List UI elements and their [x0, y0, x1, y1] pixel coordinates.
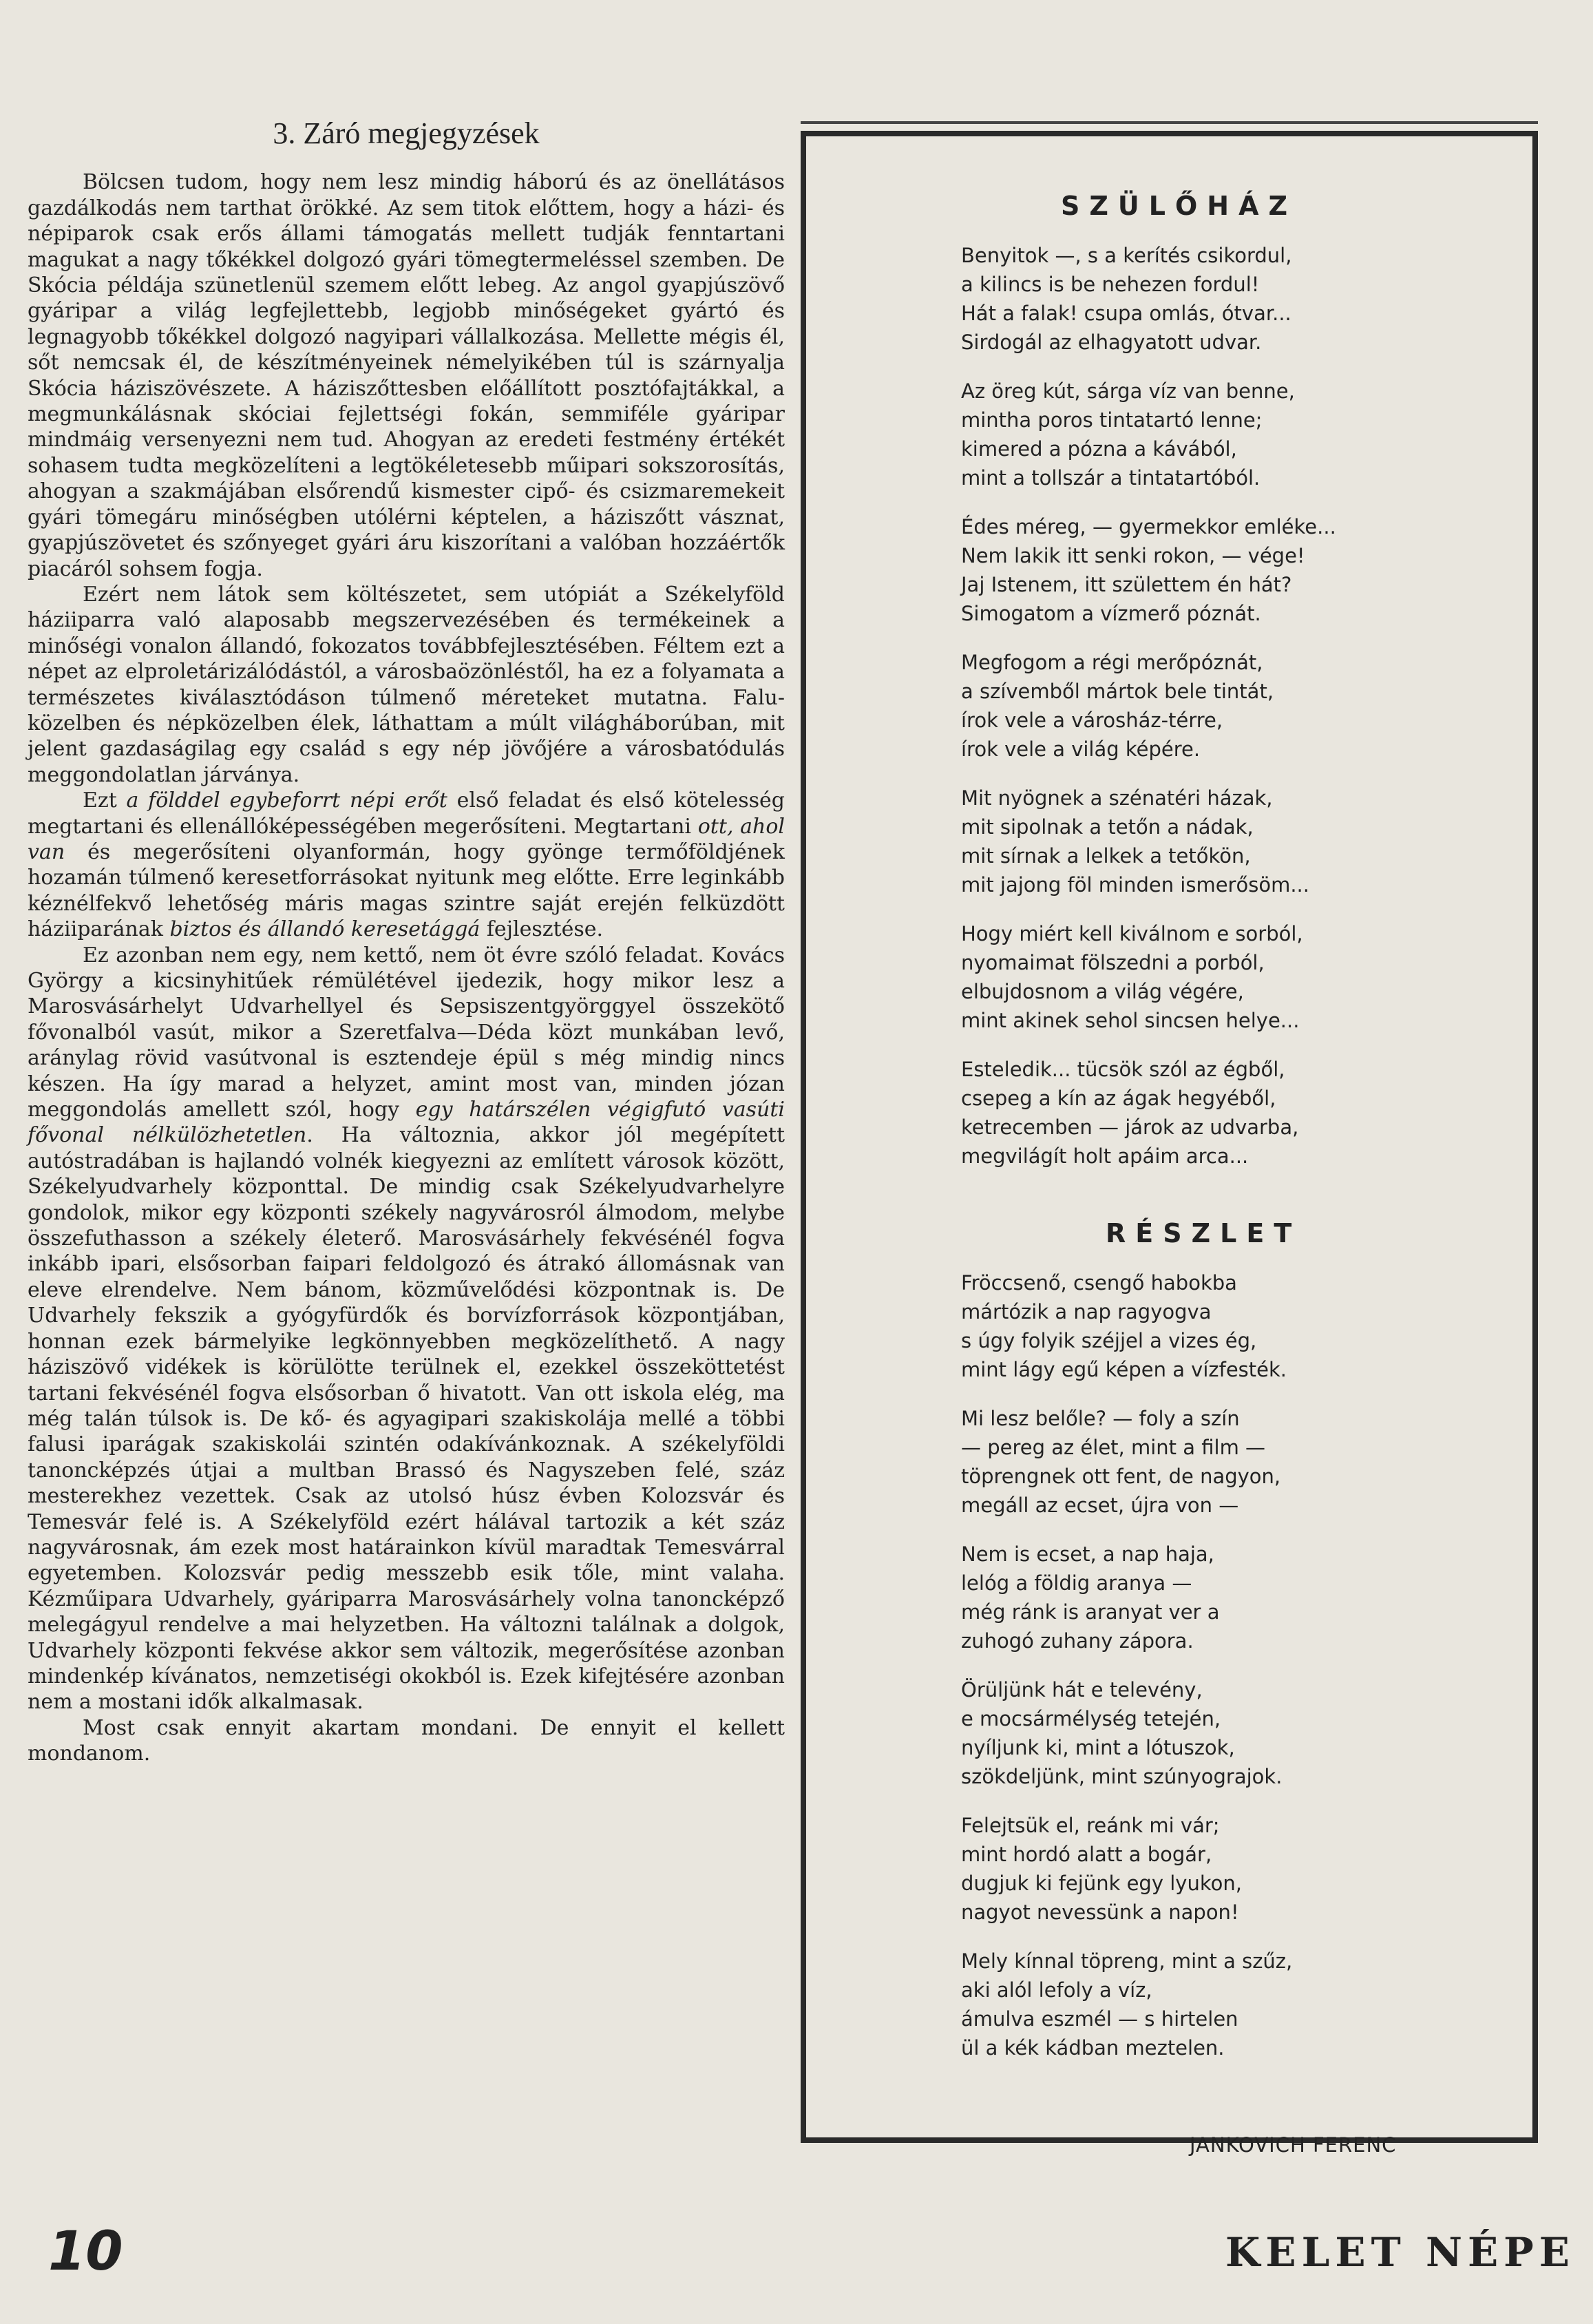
- poem-line: Felejtsük el, reánk mi vár;: [961, 1814, 1220, 1837]
- poem-content: [961, 191, 1526, 2082]
- poem-stanza: [961, 512, 1526, 628]
- poem-line: nyíljunk ki, mint a lótuszok,: [961, 1736, 1235, 1759]
- poem-line: mint lágy egű képen a vízfesték.: [961, 1358, 1287, 1381]
- poem-stanza: [961, 1947, 1526, 2062]
- poem-line: megvilágít holt apáim arca...: [961, 1144, 1249, 1168]
- article-heading: 3. Záró megjegyzések: [273, 116, 540, 150]
- poem-line: mint akinek sehol sincsen helye...: [961, 1009, 1300, 1032]
- poem-stanza: [961, 1055, 1526, 1171]
- poem-line: Jaj Istenem, itt születtem én hát?: [961, 573, 1292, 596]
- magazine-name: KELET NÉPE: [1225, 2229, 1576, 2276]
- text-run: és megerősíteni olyanformán, hogy gyönge termőföldjének hozamán túlmenő keresetforrásokat nyitunk meg előtte. Erre leginkább kéznélfekvő lehetőség máris magas szintre saját erején felküzdött háziiparának: [28, 839, 785, 942]
- poem-title: RÉSZLET: [1106, 1218, 1302, 1248]
- poem-line: Nem is ecset, a nap haja,: [961, 1542, 1214, 1566]
- poem-line: Hát a falak! csupa omlás, ótvar...: [961, 302, 1291, 325]
- poem-line: Simogatom a vízmerő póznát.: [961, 602, 1261, 625]
- article-paragraph: Ezért nem látok sem költészetet, sem utópiát a Székelyföld háziiparra való alaposabb megszervezésében és termékeinek a minőségi vonalon állandó, fokozatos továbbfejlesztésében. Féltem ezt a népet az elproletárizálódástól, a városbaözönléstől, ha ez a folyamata a természetes kiválasztódáson túlmenő méreteket mutatna. Falu-közelben és népközelben élek, láthattam a múlt világháborúban, mit jelent gazdaságilag egy család s egy nép jövőjére a városbatódulás meggondolatlan járványa.: [28, 582, 785, 787]
- poem-line: mint hordó alatt a bogár,: [961, 1843, 1212, 1866]
- poem-line: szökdeljünk, mint szúnyograjok.: [961, 1765, 1283, 1788]
- poem-stanza: [961, 1811, 1526, 1927]
- poem-line: ketrecemben — járok az udvarba,: [961, 1116, 1299, 1139]
- poem-line: Hogy miért kell kiválnom e sorból,: [961, 922, 1303, 945]
- page-number: 10: [48, 2221, 123, 2283]
- poem-line: mit jajong föl minden ismerősöm...: [961, 873, 1309, 897]
- poem-stanza: [961, 648, 1526, 764]
- poem-line: Az öreg kút, sárga víz van benne,: [961, 379, 1295, 403]
- poem-line: dugjuk ki fejünk egy lyukon,: [961, 1872, 1242, 1895]
- poem-stanzas: [961, 241, 1526, 1171]
- poem-title: SZÜLŐHÁZ: [1061, 191, 1298, 221]
- poem-line: mintha poros tintatartó lenne;: [961, 408, 1263, 432]
- poem-stanzas: [961, 1268, 1526, 2062]
- poem-line: zuhogó zuhany zápora.: [961, 1629, 1194, 1653]
- poem-box: [801, 131, 1538, 2157]
- poem-stanza: [961, 1675, 1526, 1791]
- emphasis-text: biztos és állandó keresetággá: [169, 917, 481, 942]
- text-run: . Ha változnia, akkor jól megépített autóstradában is hajlandó volnék kiegyezni az említett városok között, Székelyudvarhely központtal. De mindig csak Székelyudvarhelyre gondolok, mikor egy központi székely nagyvárosról álmodom, melybe összefuthasson a székely életerő. Marosvásárhely fekvésénél fogva inkább ipari, elsősorban faipari feldolgozó és átrakó állomásnak van eleve elrendelve. Nem bánom, közművelődési központnak is. De Udvarhely fekszik a gyógyfürdők és borvízforrások központjában, honnan ezek bármelyike legkönnyebben megközelíthető. A nagy háziszövő vidékek is körülötte terülnek el, ezekkel összeköttetést tartani fekvésénél fogva elsősorban ő hivatott. Van ott iskola elég, ma még talán túlsok is. De kő- és agyagipari szakiskolája mellé a többi falusi iparágak szakiskolái szintén odakívánkoznak. A székelyföldi tanoncképzés útjai a multban Brassó és Nagyszeben felé, száz mesterekhez vezettek. Csak az utolsó húsz évben Kolozsvár és Temesvár felé is. A Székelyföld ezért hálával tartozik a két száz nagyvárosnak, ám ezek most határainkon kívül maradtak Temesvárral egyetemben. Kolozsvár pedig messzebb esik tőle, mint valaha. Kézműipara Udvarhely, gyáriparra Marosvásárhely volna tanoncképző melegágyul rendelve a mai helyzetben. Ha változni találnak a dolgok, Udvarhely központi fekvése akkor sem változik, megerősítése azonban mindenkép kívánatos, nemzetiségi okokból is. Ezek kifejtésére azonban nem a mostani idők alkalmasak.: [28, 1123, 785, 1715]
- poem-stanza: [961, 1540, 1526, 1655]
- poem-line: kimered a pózna a kávából,: [961, 437, 1237, 461]
- poem-line: Örüljünk hát e televény,: [961, 1678, 1203, 1702]
- poem-stanza: [961, 377, 1526, 492]
- poem-line: a szívemből mártok bele tintát,: [961, 680, 1274, 703]
- poem-line: ámulva eszmél — s hirtelen: [961, 2007, 1238, 2031]
- poem-line: s úgy folyik széjjel a vizes ég,: [961, 1329, 1257, 1352]
- article-paragraph: [28, 788, 785, 942]
- poem-line: mit sírnak a lelkek a tetőkön,: [961, 844, 1251, 868]
- emphasis-text: a földdel egybeforrt népi erőt: [126, 788, 447, 813]
- article-column: [28, 116, 785, 1767]
- poem-line: Esteledik... tücsök szól az égből,: [961, 1058, 1285, 1081]
- poem-line: Mit nyögnek a szénatéri házak,: [961, 786, 1273, 810]
- poem-line: lelóg a földig aranya —: [961, 1571, 1192, 1595]
- poem-line: Sirdogál az elhagyatott udvar.: [961, 331, 1262, 354]
- poem-line: Mely kínnal töpreng, mint a szűz,: [961, 1949, 1293, 1973]
- poem-line: elbujdosnom a világ végére,: [961, 980, 1244, 1003]
- poem-line: még ránk is aranyat ver a: [961, 1600, 1220, 1624]
- article-paragraph: [28, 943, 785, 1715]
- poem-line: mártózik a nap ragyogva: [961, 1300, 1212, 1323]
- poem-stanza: [961, 1404, 1526, 1520]
- article-paragraph: Bölcsen tudom, hogy nem lesz mindig háború és az önellátásos gazdálkodás nem tarthat örökké. Az sem titok előttem, hogy a házi- és népiparok csak erős állami támogatás mellett tudják fenntartani magukat a nagy tőkékkel dolgozó gyári tömegtermeléssel szemben. De Skócia példája szünetlenül szemem előtt lebeg. Az angol gyapjúszövő gyáripar a világ legfejlettebb, legjobb minőségeket gyártó és legnagyobb tőkékkel dolgozó nagyipari vállalkozása. Mellette mégis él, sőt nemcsak él, de készítményeinek némelyikében túl is szárnyalja Skócia háziszövészete. A háziszőttesben előállított posztófajtákkal, a megmunkálásnak skóciai fejlettségi fokán, semmiféle gyáripar mindmáig versenyezni nem tud. Ahogyan az eredeti festmény értékét sohasem tudta megközelíteni a legtökéletesebb műipari sokszorosítás, ahogyan a szakmájában elsőrendű kismester cipő- és csizmaremekeit gyári tömegáru minőségben utólérni képtelen, a háziszőtt vásznat, gyapjúszövetet és szőnyeget gyári áru kiszorítani a valóban hozzáértők piacáról sohsem fogja.: [28, 170, 785, 581]
- text-run: Ezt: [83, 788, 127, 813]
- text-run: első feladat és első kötelesség megtartani és ellenállóképességében megerősíteni. Megtartani: [28, 788, 785, 839]
- emphasis-text: ott, ahol van: [28, 814, 785, 864]
- poem-line: ül a kék kádban meztelen.: [961, 2036, 1225, 2060]
- poem-line: e mocsármélység tetején,: [961, 1707, 1221, 1730]
- poem-stanza: [961, 784, 1526, 899]
- poem-line: töprengnek ott fent, de nagyon,: [961, 1465, 1281, 1488]
- poem-line: megáll az ecset, újra von —: [961, 1494, 1239, 1517]
- poem-line: Mi lesz belőle? — foly a szín: [961, 1407, 1240, 1430]
- poem-stanza: [961, 919, 1526, 1035]
- poem-line: nyomaimat fölszedni a porból,: [961, 951, 1265, 974]
- poem-line: mit sipolnak a tetőn a nádak,: [961, 815, 1254, 839]
- poem-stanza: [961, 241, 1526, 357]
- poem-line: Megfogom a régi merőpóznát,: [961, 651, 1263, 674]
- poem-line: Nem lakik itt senki rokon, — vége!: [961, 544, 1305, 567]
- poem-line: Fröccsenő, csengő habokba: [961, 1271, 1237, 1295]
- poem-line: csepeg a kín az ágak hegyéből,: [961, 1087, 1276, 1110]
- emphasis-text: egy határszélen végigfutó vasúti fővonal nélkülözhetetlen: [28, 1098, 785, 1148]
- text-run: Ez azonban nem egy, nem kettő, nem öt évre szóló feladat. Kovács György a kicsinyhitűek rémülétével ijedezik, hogy mikor lesz a Marosvásárhelyt Udvarhellyel és Sepsiszentgyörggyel összekötő fővonalból vasút, mikor a Szeretfalva—Déda közt munkában levő, aránylag rövid vasútvonal is esztendeje épül s még mindig nincs készen. Ha így marad a helyzet, amint most van, minden józan meggondolás amellett szól, hogy: [28, 943, 785, 1122]
- poem-author: JANKOVICH FERENC: [1190, 2133, 1397, 2157]
- poem-line: aki alól lefoly a víz,: [961, 1978, 1152, 2002]
- poem-line: Édes méreg, — gyermekkor emléke...: [961, 515, 1336, 538]
- poem-line: a kilincs is be nehezen fordul!: [961, 273, 1260, 296]
- poem-line: írok vele a városház-térre,: [961, 709, 1223, 732]
- poem-line: írok vele a világ képére.: [961, 737, 1201, 761]
- article-paragraph: Most csak ennyit akartam mondani. De ennyit el kellett mondanom.: [28, 1715, 785, 1766]
- poem-line: — pereg az élet, mint a film —: [961, 1436, 1266, 1459]
- poem-line: nagyot nevessünk a napon!: [961, 1901, 1239, 1924]
- poem-line: mint a tollszár a tintatartóból.: [961, 466, 1260, 490]
- text-run: fejlesztése.: [480, 917, 604, 942]
- poem-stanza: [961, 1268, 1526, 1384]
- poem-line: Benyitok —, s a kerítés csikordul,: [961, 244, 1292, 267]
